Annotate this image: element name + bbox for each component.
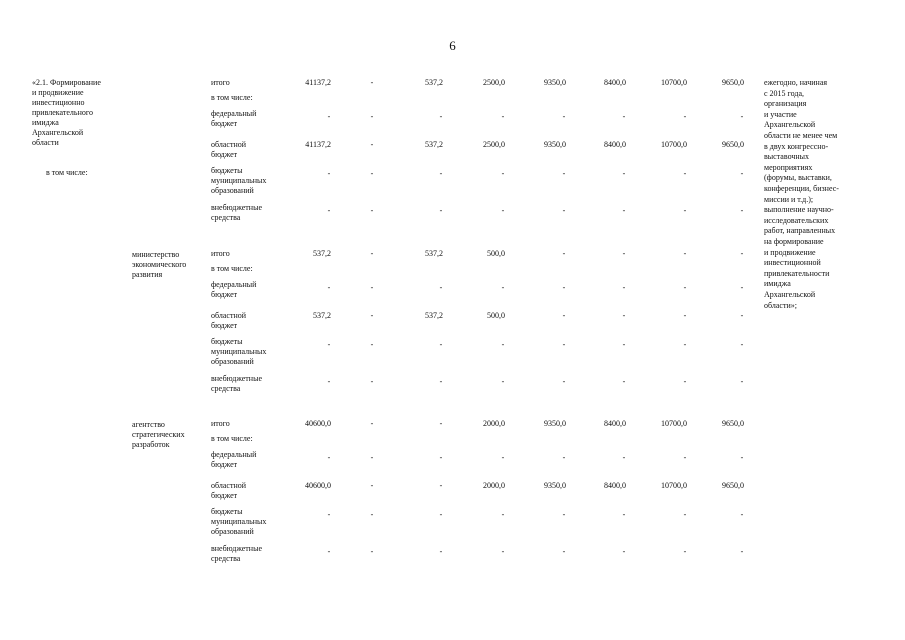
- row-label: федеральный: [211, 450, 257, 459]
- row-label: в том числе:: [211, 264, 253, 273]
- cell-value: -: [327, 547, 331, 556]
- cell-value: -: [501, 169, 505, 178]
- row-label: средства: [211, 554, 241, 563]
- cell-value: -: [740, 283, 744, 292]
- cell-value: 2000,0: [483, 481, 505, 490]
- cell-value: -: [622, 169, 626, 178]
- cell-value: 8400,0: [604, 140, 626, 149]
- cell-value: 9350,0: [544, 78, 566, 87]
- cell-value: -: [740, 249, 744, 258]
- cell-value: 10700,0: [661, 419, 687, 428]
- cell-value: -: [740, 112, 744, 121]
- cell-value: 9350,0: [544, 481, 566, 490]
- cell-value: 9650,0: [722, 481, 744, 490]
- cell-value: -: [439, 419, 443, 428]
- cell-value: 10700,0: [661, 140, 687, 149]
- cell-value: -: [439, 112, 443, 121]
- cell-value: 8400,0: [604, 78, 626, 87]
- executor-line: министерство: [132, 250, 180, 259]
- description-line: области не менее чем: [764, 131, 838, 140]
- cell-value: -: [562, 340, 566, 349]
- row-label: областной: [211, 481, 247, 490]
- cell-value: -: [622, 112, 626, 121]
- cell-value: -: [370, 140, 374, 149]
- row-label: областной: [211, 140, 247, 149]
- row-label: бюджеты: [211, 337, 243, 346]
- cell-value: -: [370, 547, 374, 556]
- cell-value: 10700,0: [661, 481, 687, 490]
- cell-value: -: [327, 169, 331, 178]
- row-label: средства: [211, 213, 241, 222]
- cell-value: -: [683, 547, 687, 556]
- row-label: бюджет: [211, 491, 238, 500]
- cell-value: -: [501, 340, 505, 349]
- description-line: миссии и т.д.);: [764, 194, 814, 204]
- cell-value: -: [562, 453, 566, 462]
- cell-value: 500,0: [487, 311, 505, 320]
- cell-value: 8400,0: [604, 481, 626, 490]
- cell-value: -: [439, 206, 443, 215]
- cell-value: -: [501, 377, 505, 386]
- cell-value: 10700,0: [661, 78, 687, 87]
- cell-value: 537,2: [425, 249, 443, 258]
- cell-value: -: [622, 249, 626, 258]
- cell-value: -: [370, 340, 374, 349]
- description-line: (форумы, выставки,: [764, 173, 832, 183]
- cell-value: -: [501, 112, 505, 121]
- cell-value: 41137,2: [305, 78, 331, 87]
- description-line: выставочных: [764, 152, 810, 162]
- cell-value: -: [683, 206, 687, 215]
- cell-value: -: [501, 453, 505, 462]
- row-label: итого: [211, 419, 230, 428]
- cell-value: -: [562, 283, 566, 292]
- row-label: бюджет: [211, 150, 238, 159]
- cell-value: -: [327, 206, 331, 215]
- cell-value: -: [622, 340, 626, 349]
- row-label: внебюджетные: [211, 544, 262, 553]
- cell-value: -: [740, 169, 744, 178]
- cell-value: -: [622, 206, 626, 215]
- cell-value: -: [439, 169, 443, 178]
- cell-value: -: [562, 547, 566, 556]
- cell-value: -: [501, 510, 505, 519]
- measure-title-line: «2.1. Формирование: [32, 78, 101, 87]
- cell-value: -: [562, 112, 566, 121]
- description-line: привлекательности: [764, 268, 830, 278]
- row-label: муниципальных: [211, 347, 267, 356]
- row-label: муниципальных: [211, 176, 267, 185]
- cell-value: -: [439, 510, 443, 519]
- cell-value: -: [370, 206, 374, 215]
- cell-value: -: [370, 453, 374, 462]
- description-line: работ, направленных: [764, 226, 836, 236]
- cell-value: -: [370, 419, 374, 428]
- row-label: в том числе:: [211, 93, 253, 102]
- row-label: итого: [211, 78, 230, 87]
- cell-value: -: [683, 112, 687, 121]
- row-label: бюджет: [211, 119, 238, 128]
- cell-value: -: [683, 249, 687, 258]
- cell-value: -: [370, 377, 374, 386]
- description-line: области»;: [764, 300, 797, 310]
- row-label: итого: [211, 249, 230, 258]
- cell-value: -: [370, 249, 374, 258]
- cell-value: -: [439, 283, 443, 292]
- description-line: и продвижение: [764, 247, 816, 257]
- cell-value: -: [370, 510, 374, 519]
- cell-value: -: [683, 453, 687, 462]
- cell-value: 9650,0: [722, 140, 744, 149]
- description-line: в двух конгрессно-: [764, 141, 829, 151]
- cell-value: -: [501, 283, 505, 292]
- cell-value: -: [439, 340, 443, 349]
- cell-value: -: [740, 453, 744, 462]
- cell-value: -: [562, 169, 566, 178]
- row-label: средства: [211, 384, 241, 393]
- cell-value: -: [370, 112, 374, 121]
- description-line: ежегодно, начиная: [764, 78, 828, 87]
- measure-title-line: области: [32, 138, 59, 147]
- cell-value: -: [439, 453, 443, 462]
- cell-value: -: [740, 311, 744, 320]
- description-line: организация: [764, 99, 807, 109]
- executor-line: стратегических: [132, 430, 185, 439]
- executor-line: разработок: [132, 440, 170, 449]
- cell-value: -: [327, 112, 331, 121]
- cell-value: 537,2: [425, 78, 443, 87]
- cell-value: -: [439, 481, 443, 490]
- measure-title-line: привлекательного: [32, 108, 93, 117]
- cell-value: -: [327, 340, 331, 349]
- description-line: мероприятиях: [764, 162, 813, 172]
- row-label: образований: [211, 357, 254, 366]
- description-line: на формирование: [764, 237, 824, 246]
- description-line: имиджа: [764, 279, 791, 289]
- cell-value: -: [562, 206, 566, 215]
- measure-title-line: и продвижение: [32, 88, 84, 97]
- cell-value: -: [501, 547, 505, 556]
- cell-value: 40600,0: [305, 481, 331, 490]
- row-label: бюджет: [211, 290, 238, 299]
- row-label: бюджет: [211, 321, 238, 330]
- row-label: областной: [211, 311, 247, 320]
- cell-value: 9650,0: [722, 419, 744, 428]
- cell-value: -: [622, 311, 626, 320]
- cell-value: 2000,0: [483, 419, 505, 428]
- cell-value: 537,2: [425, 140, 443, 149]
- cell-value: -: [740, 377, 744, 386]
- cell-value: -: [683, 311, 687, 320]
- row-label: в том числе:: [211, 434, 253, 443]
- cell-value: -: [327, 453, 331, 462]
- cell-value: -: [683, 283, 687, 292]
- cell-value: -: [740, 510, 744, 519]
- cell-value: -: [327, 510, 331, 519]
- cell-value: -: [370, 481, 374, 490]
- measure-title-line: имиджа: [32, 118, 59, 127]
- cell-value: -: [439, 547, 443, 556]
- cell-value: -: [740, 340, 744, 349]
- cell-value: -: [740, 547, 744, 556]
- description-line: с 2015 года,: [764, 88, 805, 98]
- cell-value: 500,0: [487, 249, 505, 258]
- cell-value: -: [501, 206, 505, 215]
- executor-line: экономического: [132, 260, 187, 269]
- measure-incl-label: в том числе:: [46, 168, 88, 177]
- row-label: внебюджетные: [211, 203, 262, 212]
- cell-value: -: [683, 377, 687, 386]
- cell-value: -: [562, 311, 566, 320]
- cell-value: -: [370, 78, 374, 87]
- measure-title-line: Архангельской: [32, 128, 84, 137]
- cell-value: -: [370, 311, 374, 320]
- description-line: конференции, бизнес-: [764, 184, 839, 193]
- cell-value: 2500,0: [483, 140, 505, 149]
- cell-value: -: [327, 377, 331, 386]
- description-line: Архангельской: [764, 120, 816, 130]
- row-label: федеральный: [211, 109, 257, 118]
- cell-value: 41137,2: [305, 140, 331, 149]
- cell-value: -: [622, 377, 626, 386]
- row-label: внебюджетные: [211, 374, 262, 383]
- cell-value: 537,2: [313, 311, 331, 320]
- cell-value: -: [562, 510, 566, 519]
- cell-value: 537,2: [313, 249, 331, 258]
- description-line: инвестиционной: [764, 258, 821, 268]
- executor-line: развития: [132, 270, 163, 279]
- cell-value: -: [683, 510, 687, 519]
- row-label: бюджет: [211, 460, 238, 469]
- cell-value: -: [370, 169, 374, 178]
- page-number: 6: [449, 38, 456, 53]
- cell-value: 9350,0: [544, 140, 566, 149]
- cell-value: -: [683, 169, 687, 178]
- cell-value: -: [622, 283, 626, 292]
- row-label: бюджеты: [211, 166, 243, 175]
- cell-value: 9350,0: [544, 419, 566, 428]
- cell-value: -: [327, 283, 331, 292]
- cell-value: -: [622, 547, 626, 556]
- measure-title-line: инвестиционно: [32, 98, 85, 107]
- cell-value: -: [370, 283, 374, 292]
- row-label: образований: [211, 186, 254, 195]
- cell-value: -: [622, 510, 626, 519]
- cell-value: -: [683, 340, 687, 349]
- row-label: бюджеты: [211, 507, 243, 516]
- cell-value: -: [562, 249, 566, 258]
- description-line: Архангельской: [764, 290, 816, 299]
- cell-value: 9650,0: [722, 78, 744, 87]
- description-line: выполнение научно-: [764, 205, 834, 215]
- row-label: образований: [211, 527, 254, 536]
- cell-value: -: [562, 377, 566, 386]
- cell-value: -: [439, 377, 443, 386]
- row-label: федеральный: [211, 280, 257, 289]
- cell-value: -: [622, 453, 626, 462]
- cell-value: 40600,0: [305, 419, 331, 428]
- cell-value: 2500,0: [483, 78, 505, 87]
- description-line: исследовательских: [764, 215, 829, 225]
- cell-value: 537,2: [425, 311, 443, 320]
- executor-line: агентство: [132, 420, 165, 429]
- description-line: и участие: [764, 109, 797, 119]
- cell-value: -: [740, 206, 744, 215]
- row-label: муниципальных: [211, 517, 267, 526]
- cell-value: 8400,0: [604, 419, 626, 428]
